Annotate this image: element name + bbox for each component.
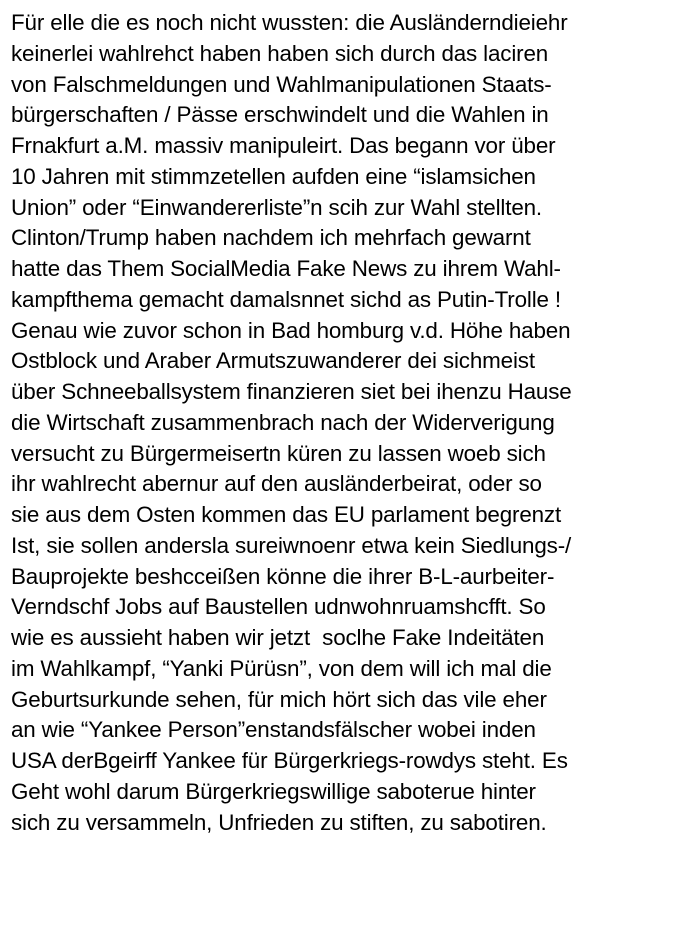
text-line: Ostblock und Araber Armutszuwanderer dei sichmeist: [11, 348, 535, 374]
text-line: bürgerschaften / Pässe erschwindelt und die Wahlen in: [11, 102, 549, 128]
text-line: von Falschmeldungen und Wahlmanipulationen Staats-: [11, 71, 552, 97]
text-line: 10 Jahren mit stimmzetellen aufden eine “islamsichen: [11, 163, 536, 189]
text-line: Union” oder “Einwandererliste”n scih zur Wahl stellten.: [11, 194, 543, 220]
text-line: sie aus dem Osten kommen das EU parlament begrenzt: [11, 502, 562, 527]
text-line: USA derBgeirff Yankee für Bürgerkriegs-rowdys steht. Es: [11, 748, 568, 773]
text-line: Clinton/Trump haben nachdem ich mehrfach gewarnt: [11, 225, 531, 251]
text-line: keinerlei wahlrehct haben haben sich durch das laciren: [11, 40, 549, 66]
text-line: Für elle die es noch nicht wussten: die Ausländerndieiehr: [11, 10, 568, 35]
text-line: die Wirtschaft zusammenbrach nach der Widerverigung: [11, 409, 555, 435]
text-line: Frnakfurt a.M. massiv manipuleirt. Das begann vor über: [11, 133, 556, 158]
text-line: Bauprojekte beshcceißen könne die ihrer B-L-aurbeiter-: [11, 563, 555, 589]
text-line: ihr wahlrecht abernur auf den ausländerbeirat, oder so: [11, 471, 542, 497]
text-line: Geburtsurkunde sehen, für mich hört sich das vile eher: [11, 686, 547, 712]
text-line: sich zu versammeln, Unfrieden zu stiften, zu sabotiren.: [11, 809, 547, 835]
text-line: Geht wohl darum Bürgerkriegswillige saboterue hinter: [11, 778, 536, 804]
text-line: Genau wie zuvor schon in Bad homburg v.d. Höhe haben: [11, 317, 571, 343]
text-line: im Wahlkampf, “Yanki Pürüsn”, von dem will ich mal die: [11, 655, 552, 681]
text-line: versucht zu Bürgermeisertn küren zu lassen woeb sich: [11, 440, 546, 466]
text-line: Ist, sie sollen andersla sureiwnoenr etwa kein Siedlungs-/: [11, 532, 572, 558]
text-line: kampfthema gemacht damalsnnet sichd as Putin-Trolle !: [11, 286, 562, 312]
text-line: wie es aussieht haben wir jetzt soclhe Fake Indeitäten: [11, 625, 545, 650]
text-line: hatte das Them SocialMedia Fake News zu ihrem Wahl-: [11, 256, 561, 281]
text-line: über Schneeballsystem finanzieren siet bei ihenzu Hause: [11, 379, 572, 404]
text-line: an wie “Yankee Person”enstandsfälscher wobei inden: [11, 717, 536, 743]
text-line: Verndschf Jobs auf Baustellen udnwohnruamshcfft. So: [11, 594, 546, 620]
body-text: [11, 8, 681, 838]
